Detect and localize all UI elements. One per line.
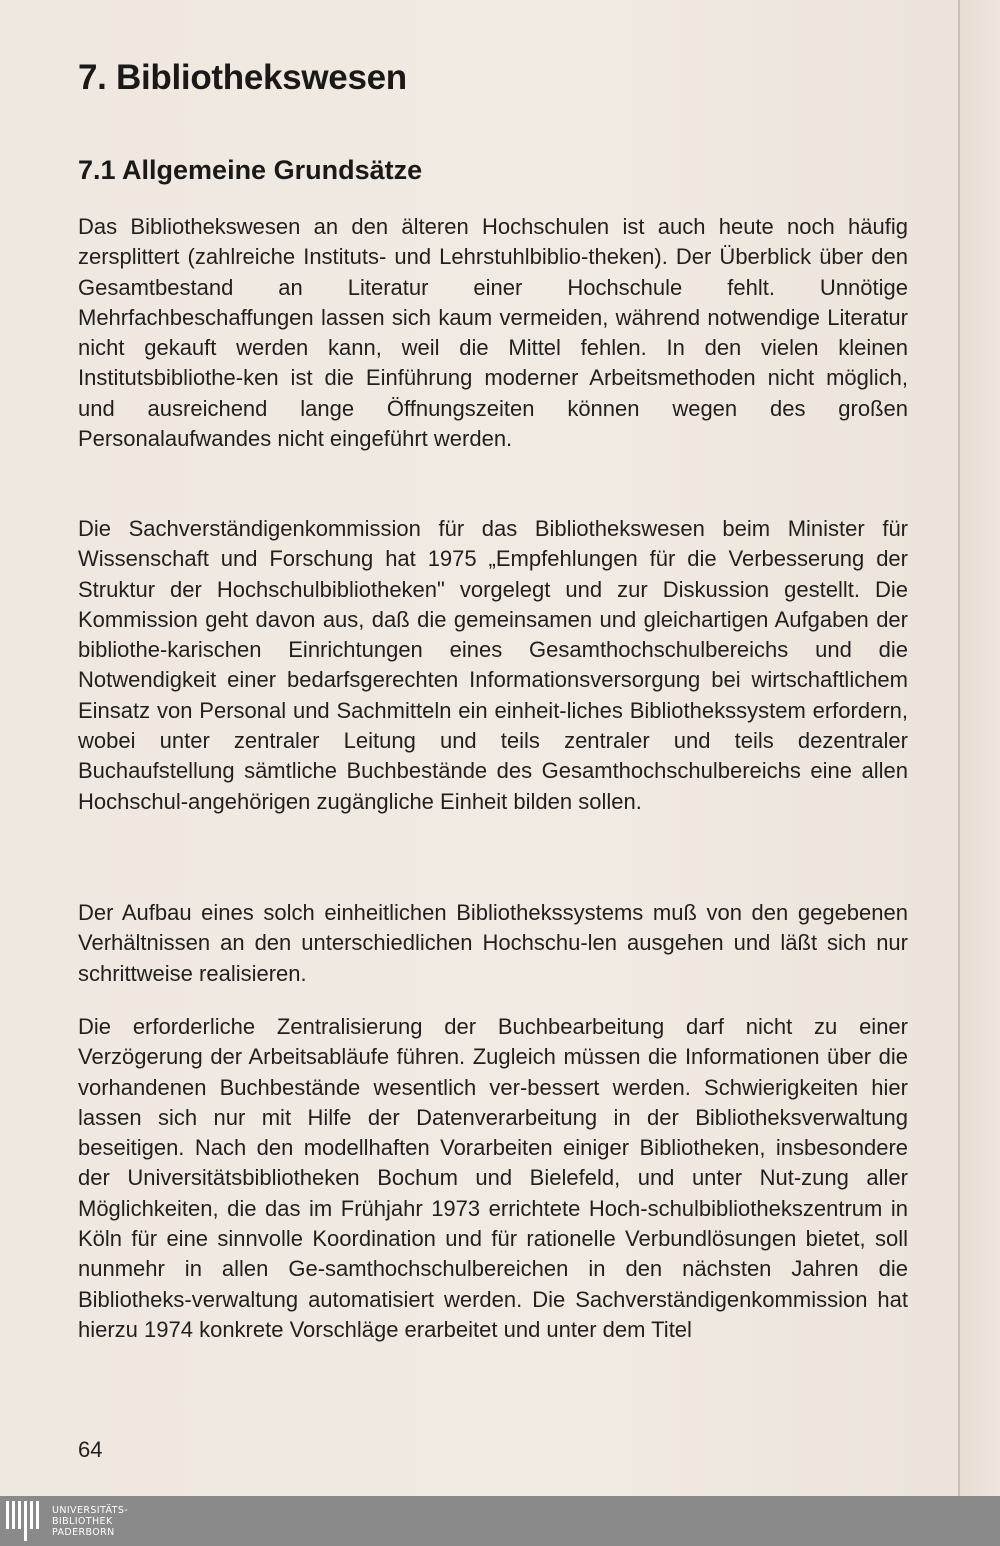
logo-line-2: BIBLIOTHEK [52, 1515, 113, 1527]
library-logo-text [52, 1505, 128, 1538]
chapter-title: 7. Bibliothekswesen [78, 58, 407, 97]
page-number: 64 [78, 1437, 103, 1462]
paragraph-2: Die Sachverständigenkommission für das Bibliothekswesen beim Minister für Wissenschaft und Forschung hat 1975 „Empfehlungen für die Verbesserung der Struktur der Hochschulbibliotheken" vorgelegt und zur Diskussion gestellt. Die Kommission geht davon aus, daß die gemeinsamen und gleichartigen Aufgaben der bibliothe-karischen Einrichtungen eines Gesamthochschulbereichs und die Notwendigkeit einer bedarfsgerechten Informationsversorgung bei wirtschaftlichem Einsatz von Personal und Sachmitteln ein einheit-liches Bibliothekssystem erfordern, wobei unter zentraler Leitung und teils zentraler und teils dezentraler Buchaufstellung sämtliche Buchbestände des Gesamthochschulbereichs eine allen Hochschul-angehörigen zugängliche Einheit bilden sollen. [78, 516, 908, 814]
library-logo [6, 1500, 128, 1542]
logo-line-3: PADERBORN [52, 1526, 115, 1538]
facing-page-margin [960, 0, 1000, 1496]
logo-line-1: UNIVERSITÄTS- [52, 1504, 129, 1516]
paragraph-1: Das Bibliothekswesen an den älteren Hochschulen ist auch heute noch häufig zersplittert (zahlreiche Instituts- und Lehrstuhlbiblio-theken). Der Überblick über den Gesamtbestand an Literatur einer Hochschule fehlt. Unnötige Mehrfachbeschaffungen lassen sich kaum vermeiden, während notwendige Literatur nicht gekauft werden kann, weil die Mittel fehlen. In den vielen kleinen Institutsbibliothe-ken ist die Einführung moderner Arbeitsmethoden nicht möglich, und ausreichend lange Öffnungszeiten können wegen des großen Personalaufwandes nicht eingeführt werden. [78, 214, 908, 452]
footer-bar [0, 1496, 1000, 1546]
paragraph-3: Der Aufbau eines solch einheitlichen Bibliothekssystems muß von den gegebenen Verhältnissen an den unterschiedlichen Hochschu-len ausgehen und läßt sich nur schrittweise realisieren. [78, 900, 908, 986]
library-logo-icon [6, 1501, 42, 1541]
section-title: 7.1 Allgemeine Grundsätze [78, 155, 423, 185]
paragraph-4: Die erforderliche Zentralisierung der Buchbearbeitung darf nicht zu einer Verzögerung der Arbeitsabläufe führen. Zugleich müssen die Informationen über die vorhandenen Buchbestände wesentlich ver-bessert werden. Schwierigkeiten hier lassen sich nur mit Hilfe der Datenverarbeitung in der Bibliotheksverwaltung beseitigen. Nach den modellhaften Vorarbeiten einiger Bibliotheken, insbesondere der Universitätsbibliotheken Bochum und Bielefeld, und unter Nut-zung aller Möglichkeiten, die das im Frühjahr 1973 errichtete Hoch-schulbibliothekszentrum in Köln für eine sinnvolle Koordination und für rationelle Verbundlösungen bietet, soll nunmehr in allen Ge-samthochschulbereichen in den nächsten Jahren die Bibliotheks-verwaltung automatisiert werden. Die Sachverständigenkommission hat hierzu 1974 konkrete Vorschläge erarbeitet und unter dem Titel [78, 1014, 908, 1342]
